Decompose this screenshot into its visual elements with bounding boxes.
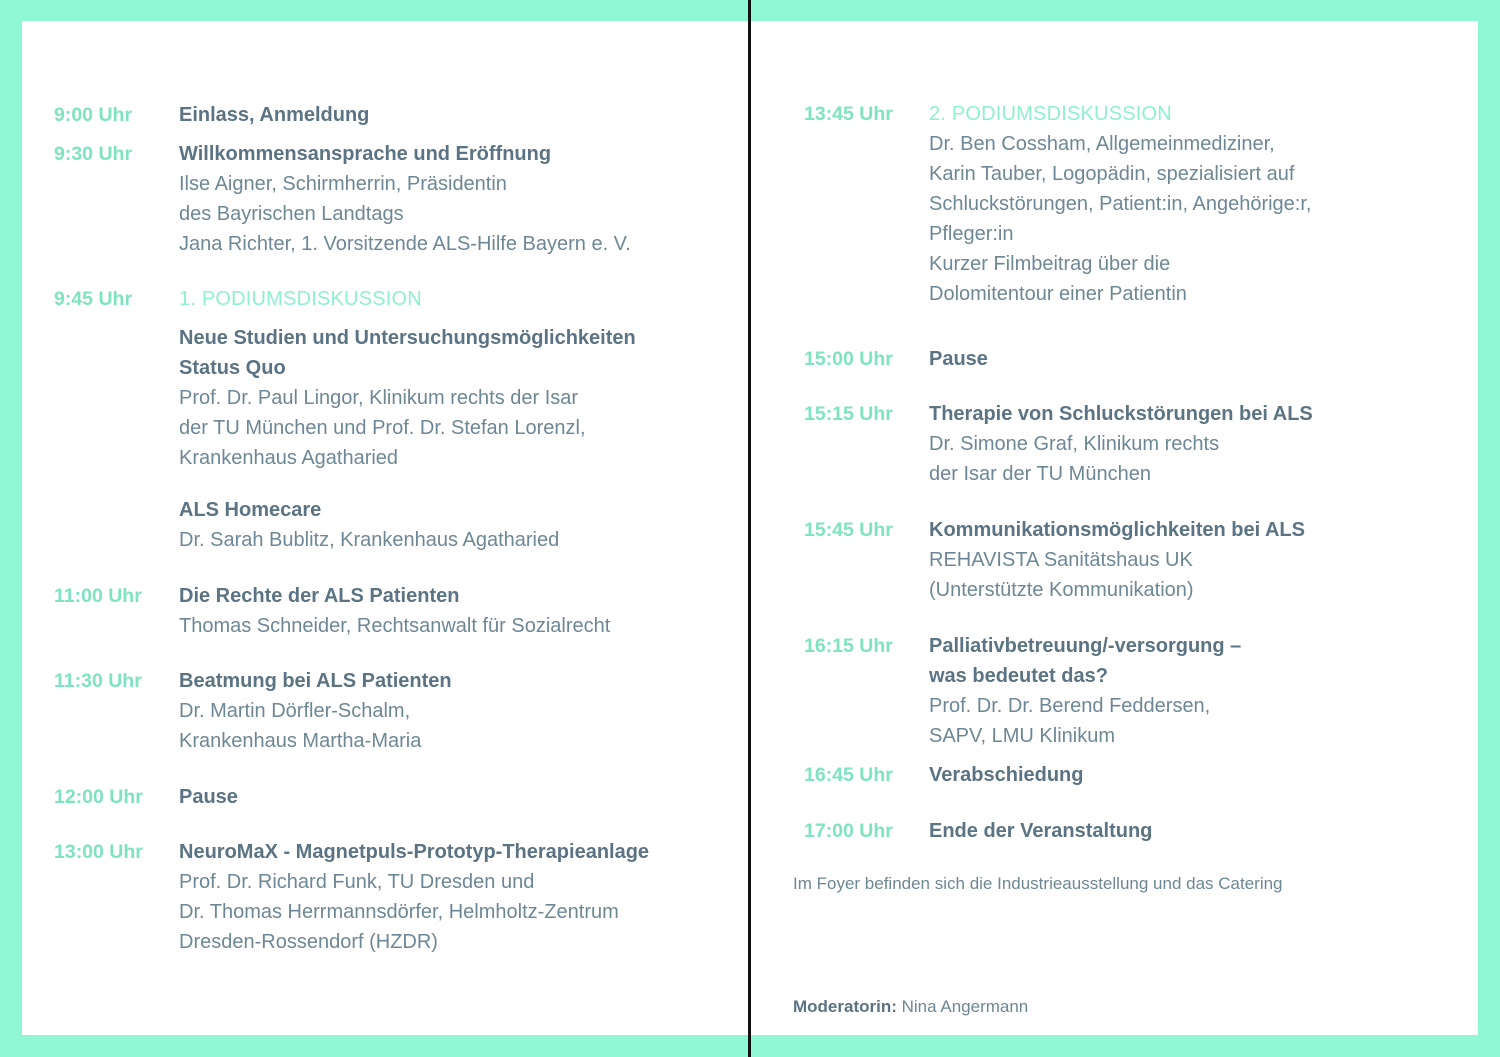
- entry-line: Ilse Aigner, Schirmherrin, Präsidentin: [179, 173, 507, 195]
- time-label: 9:45 Uhr: [54, 288, 133, 310]
- time-label: 13:00 Uhr: [54, 841, 143, 863]
- left-page: [22, 21, 749, 1035]
- time-label: 16:45 Uhr: [804, 764, 893, 786]
- entry-title: Beatmung bei ALS Patienten: [179, 670, 452, 692]
- entry-line: Prof. Dr. Dr. Berend Feddersen,: [929, 695, 1211, 717]
- time-label: 11:00 Uhr: [54, 585, 142, 607]
- entry-title: Kommunikationsmöglichkeiten bei ALS: [929, 519, 1305, 541]
- entry-line: Pfleger:in: [929, 223, 1014, 245]
- section-title: 1. PODIUMSDISKUSSION: [179, 288, 422, 310]
- time-label: 12:00 Uhr: [54, 786, 143, 808]
- entry-title: Pause: [929, 348, 988, 370]
- entry-line: der TU München und Prof. Dr. Stefan Lorenzl,: [179, 417, 586, 439]
- entry-title: NeuroMaX - Magnetpuls-Prototyp-Therapieanlage: [179, 841, 650, 863]
- foyer-note: Im Foyer befinden sich die Industrieausstellung und das Catering: [793, 874, 1283, 893]
- entry-line: Prof. Dr. Paul Lingor, Klinikum rechts der Isar: [179, 387, 579, 409]
- entry-line: Krankenhaus Agatharied: [179, 447, 399, 469]
- entry-title: Willkommensansprache und Eröffnung: [179, 143, 552, 165]
- entry-title: Therapie von Schluckstörungen bei ALS: [929, 403, 1313, 425]
- entry-title: ALS Homecare: [179, 499, 322, 521]
- entry-subtitle: Status Quo: [179, 357, 286, 379]
- time-label: 17:00 Uhr: [804, 820, 893, 842]
- moderator-name: Nina Angermann: [901, 997, 1029, 1016]
- entry-line: des Bayrischen Landtags: [179, 203, 404, 225]
- entry-line: der Isar der TU München: [929, 463, 1151, 485]
- entry-title: Palliativbetreuung/-versorgung –: [929, 635, 1242, 657]
- entry-title: Einlass, Anmeldung: [179, 104, 370, 126]
- entry-line: Dresden-Rossendorf (HZDR): [179, 931, 438, 953]
- time-label: 16:15 Uhr: [804, 635, 893, 657]
- entry-line: SAPV, LMU Klinikum: [929, 725, 1115, 747]
- time-label: 11:30 Uhr: [54, 670, 142, 692]
- entry-line: Dr. Sarah Bublitz, Krankenhaus Agatharied: [179, 529, 560, 551]
- time-label: 15:00 Uhr: [804, 348, 893, 370]
- entry-line: Dr. Martin Dörfler-Schalm,: [179, 700, 411, 722]
- entry-line: Kurzer Filmbeitrag über die: [929, 253, 1171, 275]
- entry-title: Die Rechte der ALS Patienten: [179, 585, 460, 607]
- entry-title: Neue Studien und Untersuchungsmöglichkeiten: [179, 327, 636, 349]
- entry-line: Schluckstörungen, Patient:in, Angehörige:r,: [929, 193, 1312, 215]
- entry-line: Dr. Thomas Herrmannsdörfer, Helmholtz-Zentrum: [179, 901, 619, 923]
- time-label: 15:15 Uhr: [804, 403, 893, 425]
- right-page: [751, 21, 1478, 1035]
- entry-line: Thomas Schneider, Rechtsanwalt für Sozialrecht: [179, 615, 611, 637]
- section-title: 2. PODIUMSDISKUSSION: [929, 103, 1172, 125]
- entry-title: Ende der Veranstaltung: [929, 820, 1153, 842]
- entry-line: Dr. Ben Cossham, Allgemeinmediziner,: [929, 133, 1275, 155]
- entry-line: Jana Richter, 1. Vorsitzende ALS-Hilfe Bayern e. V.: [179, 233, 631, 255]
- moderator-line: [793, 997, 1028, 1017]
- entry-line: Karin Tauber, Logopädin, spezialisiert auf: [929, 163, 1295, 185]
- moderator-label: Moderatorin:: [793, 997, 897, 1016]
- entry-line: Prof. Dr. Richard Funk, TU Dresden und: [179, 871, 535, 893]
- time-label: 15:45 Uhr: [804, 519, 893, 541]
- entry-line: Krankenhaus Martha-Maria: [179, 730, 422, 752]
- entry-title: Verabschiedung: [929, 764, 1084, 786]
- time-label: 9:00 Uhr: [54, 104, 133, 126]
- entry-line: Dr. Simone Graf, Klinikum rechts: [929, 433, 1220, 455]
- entry-line: Dolomitentour einer Patientin: [929, 283, 1187, 305]
- time-label: 13:45 Uhr: [804, 103, 893, 125]
- entry-line: REHAVISTA Sanitätshaus UK: [929, 549, 1193, 571]
- entry-line: (Unterstützte Kommunikation): [929, 579, 1194, 601]
- entry-subtitle: was bedeutet das?: [929, 665, 1108, 687]
- time-label: 9:30 Uhr: [54, 143, 133, 165]
- entry-title: Pause: [179, 786, 238, 808]
